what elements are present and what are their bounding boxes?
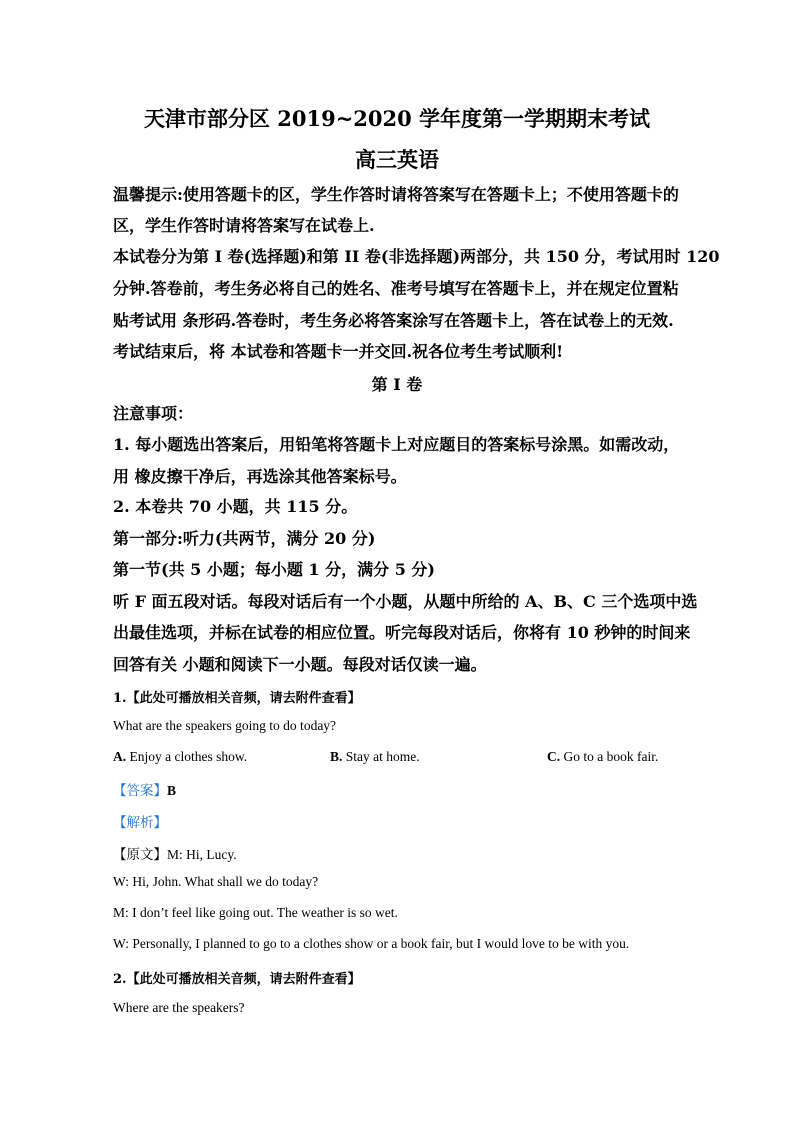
instructions-line-2: 出最佳选项，并标在试卷的相应位置。听完每段对话后，你将有 10 秒钟的时间来 <box>113 623 691 642</box>
question-2-stem: Where are the speakers? <box>113 1000 245 1015</box>
notes-title: 注意事项： <box>113 404 194 423</box>
option-b-letter: B. <box>330 749 343 764</box>
desc-line-3: 贴考试用 条形码.答卷时，考生务必将答案涂写在答题卡上，答在试卷上的无效. <box>113 311 674 330</box>
desc-line-4: 考试结束后，将 本试卷和答题卡一并交回.祝各位考生考试顺利! <box>113 342 564 361</box>
tip-line-2: 区，学生作答时请将答案写在试卷上. <box>113 216 375 235</box>
exam-subtitle: 高三英语 <box>355 147 439 172</box>
option-a-text: Enjoy a clothes show. <box>126 749 248 764</box>
answer-value: B <box>167 783 177 798</box>
transcript-text-1: M: Hi, Lucy. <box>167 847 237 862</box>
volume-title: 第 I 卷 <box>371 375 423 394</box>
instructions-line-1: 听 F 面五段对话。每段对话后有一个小题，从题中所给的 A、B、C 三个选项中选 <box>113 592 698 611</box>
analysis-row <box>113 811 167 831</box>
instructions-line-3: 回答有关 小题和阅读下一小题。每段对话仅读一遍。 <box>113 655 487 674</box>
tip-line-1: 温馨提示:使用答题卡的区，学生作答时请将答案写在答题卡上；不使用答题卡的 <box>113 185 679 204</box>
note-1-line-2: 用 橡皮擦干净后，再选涂其他答案标号。 <box>113 467 407 486</box>
question-1-option-a <box>113 749 247 765</box>
analysis-tag: 【解析】 <box>113 815 167 831</box>
transcript-line-1 <box>113 843 237 863</box>
question-1-option-b <box>330 749 420 765</box>
note-1-line-1: 1. 每小题选出答案后，用铅笔将答题卡上对应题目的答案标号涂黑。如需改动， <box>113 435 680 454</box>
option-a-letter: A. <box>113 749 127 764</box>
section-1-heading: 第一节(共 5 小题；每小题 1 分，满分 5 分) <box>113 560 435 579</box>
question-1-stem: What are the speakers going to do today? <box>113 718 337 733</box>
desc-line-2: 分钟.答卷前，考生务必将自己的姓名、准考号填写在答题卡上，并在规定位置粘 <box>113 279 679 298</box>
transcript-line-4: W: Personally, I planned to go to a clothes show or a book fair, but I would love to be with you. <box>113 936 630 951</box>
transcript-line-2: W: Hi, John. What shall we do today? <box>113 874 319 889</box>
question-2-header: 2.【此处可播放相关音频，请去附件查看】 <box>113 972 361 987</box>
option-c-text: Go to a book fair. <box>560 749 659 764</box>
exam-title: 天津市部分区 2019~2020 学年度第一学期期末考试 <box>143 106 651 131</box>
option-c-letter: C. <box>547 749 561 764</box>
question-1-header: 1.【此处可播放相关音频，请去附件查看】 <box>113 691 361 706</box>
answer-row <box>113 779 176 799</box>
transcript-line-3: M: I don’t feel like going out. The weather is so wet. <box>113 905 398 920</box>
desc-line-1: 本试卷分为第 I 卷(选择题)和第 II 卷(非选择题)两部分，共 150 分，考试用时 120 <box>113 247 720 266</box>
part-1-heading: 第一部分:听力(共两节，满分 20 分) <box>113 529 376 548</box>
note-2: 2. 本卷共 70 小题，共 115 分。 <box>113 497 358 516</box>
option-b-text: Stay at home. <box>342 749 420 764</box>
question-1-option-c <box>547 749 658 765</box>
answer-tag: 【答案】 <box>113 783 167 799</box>
original-tag: 【原文】 <box>113 847 167 863</box>
